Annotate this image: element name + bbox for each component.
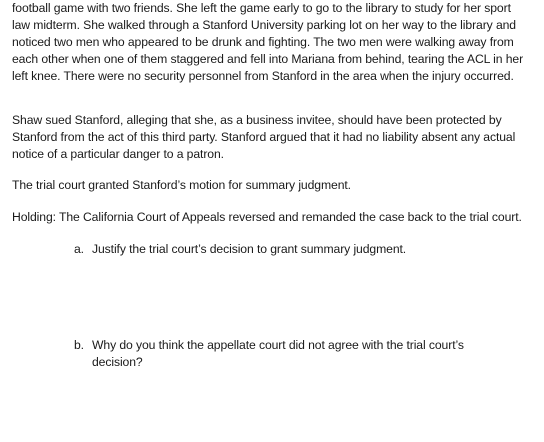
question-a [74,241,494,258]
question-b-text: Why do you think the appellate court did not agree with the trial court’s decision? [92,338,464,369]
trial-court-paragraph: The trial court granted Stanford’s motion for summary judgment. [12,178,351,192]
question-b-marker: b. [74,338,84,352]
lawsuit-paragraph: Shaw sued Stanford, alleging that she, as a business invitee, should have been protected by Stanford from the act of this third party. Stanford argued that it had no liability absent any actual notice of a particular danger to a patron. [12,113,516,161]
question-a-marker: a. [74,242,84,256]
question-b [74,337,494,371]
question-a-text: Justify the trial court’s decision to grant summary judgment. [92,242,407,256]
holding-paragraph: Holding: The California Court of Appeals reversed and remanded the case back to the trial court. [12,210,522,224]
case-facts-paragraph: football game with two friends. She left the game early to go to the library to study for her sport law midterm. She walked through a Stanford University parking lot on her way to the library and noticed two men who appeared to be drunk and fighting. The two men were walking away from each other when one of them staggered and fell into Mariana from behind, tearing the ACL in her left knee. There were no security personnel from Stanford in the area when the injury occurred. [12,1,524,83]
